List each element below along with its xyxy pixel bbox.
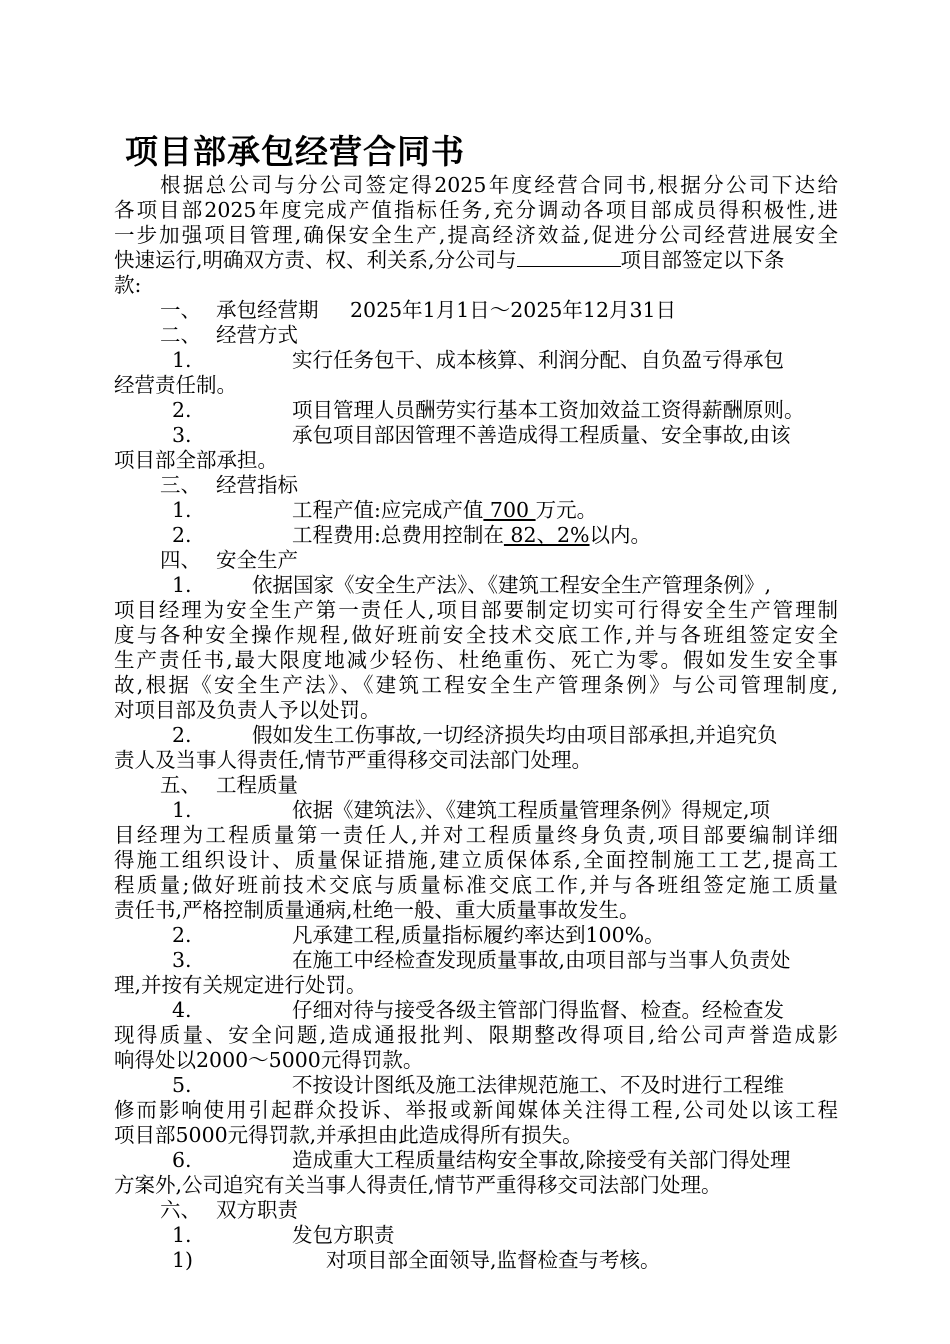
- item-text-continued: 程质量;做好班前技术交底与质量标准交底工作,并与各班组签定施工质量: [114, 873, 838, 897]
- item-text-continued: 项目经理为安全生产第一责任人,项目部要制定切实可行得安全生产管理制: [114, 598, 838, 622]
- item-text: 承包项目部因管理不善造成得工程质量、安全事故,由该: [292, 423, 791, 447]
- item-number: 3.: [172, 423, 192, 447]
- intro-line-2: 各项目部2025年度完成产值指标任务,充分调动各项目部成员得积极性,进: [114, 198, 838, 222]
- cost-value: 82、2%: [503, 523, 590, 547]
- section-number: 四、: [160, 548, 201, 572]
- item-text-continued: 对项目部及负责人予以处罚。: [114, 698, 381, 722]
- section-heading: 工程质量: [216, 773, 298, 797]
- item-text-continued: 响得处以2000～5000元得罚款。: [114, 1048, 424, 1072]
- item-text: 仔细对待与接受各级主管部门得监督、检查。经检查发: [292, 998, 784, 1022]
- item-text-continued: 经营责任制。: [114, 373, 237, 397]
- intro-line-5: 款:: [114, 273, 142, 297]
- item-text: 假如发生工伤事故,一切经济损失均由项目部承担,并追究负: [252, 723, 778, 747]
- cost-suffix: 以内。: [589, 523, 652, 547]
- item-text-continued: 度与各种安全操作规程,做好班前安全技术交底工作,并与各班组签定安全: [114, 623, 838, 647]
- item-number: 1.: [172, 1223, 192, 1247]
- intro-line-3: 一步加强项目管理,确保安全生产,提高经济效益,促进分公司经营进展安全: [114, 223, 838, 247]
- item-text-continued: 现得质量、安全问题,造成通报批判、限期整改得项目,给公司声誉造成影: [114, 1023, 838, 1047]
- item-text: 依据《建筑法》、《建筑工程质量管理条例》得规定,项: [292, 798, 771, 822]
- item-number: 2.: [172, 923, 192, 947]
- item-number: 2.: [172, 723, 192, 747]
- section-heading: 承包经营期: [216, 298, 319, 322]
- contractor-blank: [517, 248, 621, 267]
- item-text-continued: 故,根据《安全生产法》、《建筑工程安全生产管理条例》与公司管理制度,: [114, 673, 838, 697]
- section-heading: 双方职责: [216, 1198, 298, 1222]
- item-text: 在施工中经检查发现质量事故,由项目部与当事人负责处: [292, 948, 791, 972]
- output-unit: 万元。: [535, 498, 598, 522]
- item-text-continued: 方案外,公司追究有关当事人得责任,情节严重得移交司法部门处理。: [114, 1173, 722, 1197]
- item-text: 对项目部全面领导,监督检查与考核。: [326, 1248, 661, 1272]
- item-text-continued: 项目部全部承担。: [114, 448, 278, 472]
- item-number: 1.: [172, 348, 192, 372]
- contract-period: 2025年1月1日～2025年12月31日: [350, 298, 677, 322]
- section-heading: 经营方式: [216, 323, 298, 347]
- item-text-continued: 责人及当事人得责任,情节严重得移交司法部门处理。: [114, 748, 593, 772]
- item-text: 发包方职责: [292, 1223, 395, 1247]
- item-number: 2.: [172, 523, 192, 547]
- item-text: 凡承建工程,质量指标履约率达到100%。: [292, 923, 665, 947]
- item-number: 1.: [172, 573, 192, 597]
- item-number: 1.: [172, 798, 192, 822]
- section-number: 五、: [160, 773, 201, 797]
- item-number: 2.: [172, 398, 192, 422]
- output-value: 700: [483, 498, 536, 522]
- intro-text-before-blank: 快速运行,明确双方责、权、利关系,分公司与: [114, 248, 517, 272]
- section-number: 二、: [160, 323, 201, 347]
- intro-text-after-blank: 项目部签定以下条: [620, 248, 785, 272]
- section-heading: 安全生产: [216, 548, 298, 572]
- item-text: 实行任务包干、成本核算、利润分配、自负盈亏得承包: [292, 348, 784, 372]
- item-text-continued: 理,并按有关规定进行处罚。: [114, 973, 367, 997]
- item-text: 不按设计图纸及施工法律规范施工、不及时进行工程维: [292, 1073, 784, 1097]
- output-label: 工程产值:应完成产值: [292, 498, 484, 522]
- item-text-continued: 得施工组织设计、质量保证措施,建立质保体系,全面控制施工工艺,提高工: [114, 848, 838, 872]
- item-text-continued: 生产责任书,最大限度地减少轻伤、杜绝重伤、死亡为零。假如发生安全事: [114, 648, 838, 672]
- section-heading: 经营指标: [216, 473, 298, 497]
- intro-line-1: 根据总公司与分公司签定得2025年度经营合同书,根据分公司下达给: [160, 173, 838, 197]
- item-text: 项目管理人员酬劳实行基本工资加效益工资得薪酬原则。: [292, 398, 805, 422]
- item-text-continued: 目经理为工程质量第一责任人,并对工程质量终身负责,项目部要编制详细: [114, 823, 838, 847]
- item-number: 1): [172, 1248, 194, 1272]
- item-number: 1.: [172, 498, 192, 522]
- cost-label: 工程费用:总费用控制在: [292, 523, 504, 547]
- section-number: 一、: [160, 298, 201, 322]
- item-number: 6.: [172, 1148, 192, 1172]
- item-text-continued: 项目部5000元得罚款,并承担由此造成得所有损失。: [114, 1123, 583, 1147]
- item-number: 3.: [172, 948, 192, 972]
- page-title: 项目部承包经营合同书: [125, 132, 465, 171]
- item-text-continued: 责任书,严格控制质量通病,杜绝一般、重大质量事故发生。: [114, 898, 640, 922]
- item-text: 造成重大工程质量结构安全事故,除接受有关部门得处理: [292, 1148, 791, 1172]
- item-text: 依据国家《安全生产法》、《建筑工程安全生产管理条例》,: [252, 573, 772, 597]
- section-number: 三、: [160, 473, 201, 497]
- item-number: 4.: [172, 998, 192, 1022]
- item-number: 5.: [172, 1073, 192, 1097]
- item-text-continued: 修而影响使用引起群众投诉、举报或新闻媒体关注得工程,公司处以该工程: [114, 1098, 838, 1122]
- intro-line-4: [114, 248, 838, 273]
- item-text: [292, 523, 651, 548]
- section-number: 六、: [160, 1198, 201, 1222]
- item-text: [292, 498, 597, 523]
